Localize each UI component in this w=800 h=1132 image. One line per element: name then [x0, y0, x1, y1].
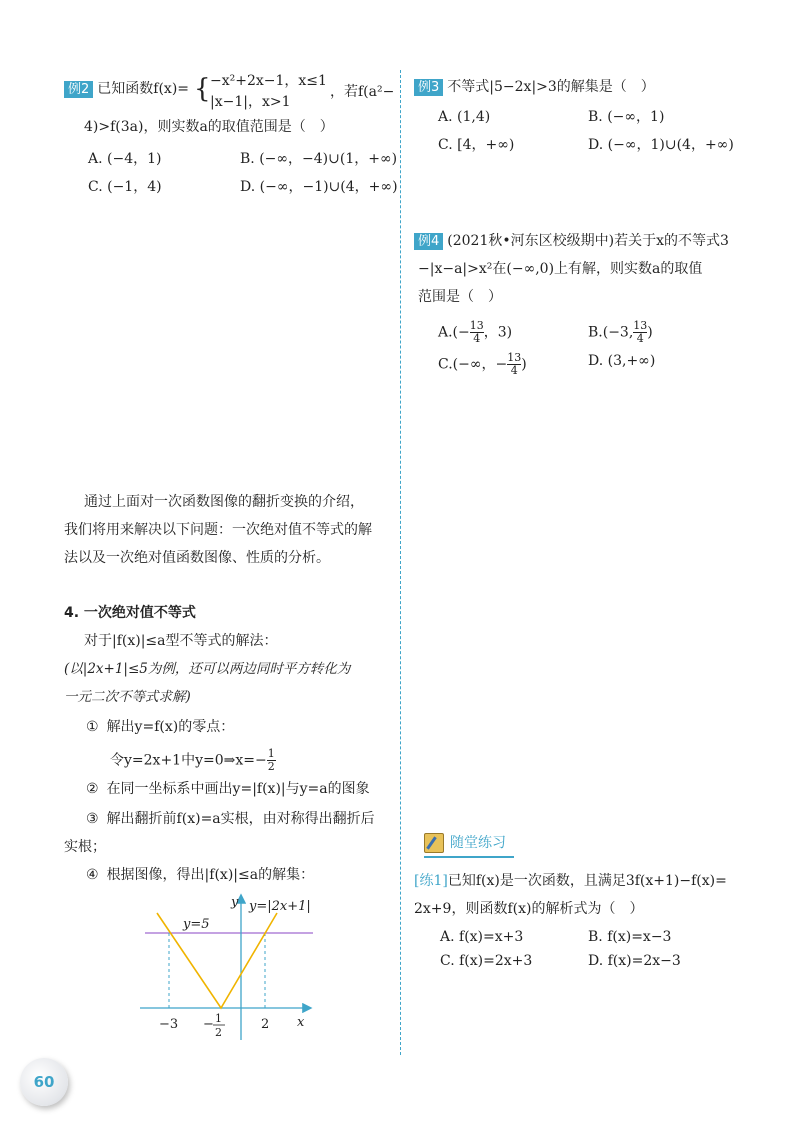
line-label: y=5 [183, 917, 210, 932]
step1-text: 解出y=f(x)的零点： [106, 719, 235, 735]
column-divider [400, 70, 401, 1055]
section4-line1: 对于|f(x)|≤a型不等式的解法： [84, 633, 278, 649]
step1b-frac [267, 748, 276, 773]
ex4-c-post: ) [521, 356, 527, 373]
step1b-num: 1 [267, 747, 275, 760]
ex2-line1 [64, 80, 189, 98]
ex4-c-num: 13 [507, 351, 522, 364]
ex4-b-num: 13 [633, 319, 648, 332]
ex3-line1 [414, 78, 655, 96]
y-axis-label: y [231, 895, 239, 910]
ex4-a-num: 13 [469, 319, 484, 332]
ex4-option-a [438, 320, 512, 345]
section4-note2: 一元二次不等式求解) [64, 689, 191, 705]
step3b: 实根； [64, 839, 106, 855]
practice-tag: [练1] [414, 873, 448, 889]
ex3-option-b: B. (−∞，1) [588, 109, 665, 125]
ex4-line2: −|x−a|>x²在(−∞,0)上有解，则实数a的取值 [418, 261, 703, 277]
ex2-option-b: B. (−∞，−4)∪(1，+∞) [240, 151, 398, 167]
ex2-text-b: ，若f(a²− [330, 84, 395, 100]
v-function [157, 913, 277, 1008]
ex4-a-pre: A.(− [438, 324, 470, 341]
practice-option-c: C. f(x)=2x+3 [440, 953, 533, 969]
ex4-b-den: 4 [636, 332, 644, 345]
ex2-option-d: D. (−∞，−1)∪(4，+∞) [240, 179, 398, 195]
step2-text: 在同一坐标系中画出y=|f(x)|与y=a的图象 [106, 781, 370, 797]
step4-num: ④ [86, 867, 99, 883]
intro-line3: 法以及一次绝对值函数图像、性质的分析。 [64, 550, 330, 566]
ex4-b-post: ) [647, 324, 653, 341]
practice-heading [424, 832, 514, 858]
step4-text: 根据图像，得出|f(x)|≤a的解集： [106, 867, 315, 883]
ex4-c-den: 4 [510, 364, 518, 377]
ex3-tag: 例3 [414, 79, 443, 96]
step2-num: ② [86, 781, 99, 797]
step3-text: 解出翻折前f(x)=a实根，由对称得出翻折后 [106, 811, 375, 827]
tick-right: 2 [261, 1017, 270, 1032]
ex2-brace: { [194, 74, 211, 104]
ex4-option-c [438, 352, 527, 377]
ex4-option-d: D. (3,+∞) [588, 353, 656, 369]
ex4-tag: 例4 [414, 233, 443, 250]
practice-line2: 2x+9，则函数f(x)的解析式为（ ） [414, 901, 644, 917]
tick-mid-num: 1 [215, 1012, 222, 1025]
intro-line2: 我们将用来解决以下问题：一次绝对值不等式的解 [64, 522, 372, 538]
ex2-piece1: −x²+2x−1，x≤1 [210, 73, 327, 89]
ex2-option-a: A. (−4，1) [88, 151, 162, 167]
page-number: 60 [20, 1058, 68, 1106]
tick-mid-den: 2 [215, 1026, 222, 1039]
step3 [86, 810, 375, 828]
step1b [110, 748, 276, 773]
ex3-option-a: A. (1,4) [438, 109, 491, 125]
abs-value-graph [135, 888, 335, 1048]
tick-left: −3 [159, 1017, 179, 1032]
ex3-option-d: D. (−∞，1)∪(4，+∞) [588, 137, 734, 153]
ex4-c-frac [507, 352, 521, 377]
ex4-b-frac [633, 320, 647, 345]
ex2-option-c: C. (−1，4) [88, 179, 162, 195]
step1b-den: 2 [267, 760, 275, 773]
step2 [86, 780, 370, 798]
step1 [86, 718, 234, 736]
notebook-pencil-icon [424, 833, 444, 853]
ex2-piece2: |x−1|，x>1 [210, 94, 291, 110]
section4-heading: 4. 一次绝对值不等式 [64, 605, 196, 621]
step1-num: ① [86, 719, 99, 735]
ex2-tag: 例2 [64, 81, 93, 98]
practice-text1: 已知f(x)是一次函数，且满足3f(x+1)−f(x)= [447, 873, 727, 889]
intro-line1: 通过上面对一次函数图像的翻折变换的介绍， [84, 494, 364, 510]
practice-line1 [414, 872, 727, 890]
step3-num: ③ [86, 811, 99, 827]
step4 [86, 866, 314, 884]
ex4-line1 [414, 232, 729, 250]
ex4-line3: 范围是（ ） [418, 289, 502, 305]
ex4-a-den: 4 [473, 332, 481, 345]
practice-option-b: B. f(x)=x−3 [588, 929, 672, 945]
x-axis-label: x [297, 1015, 305, 1030]
section4-note1: (以|2x+1|≤5为例，还可以两边同时平方转化为 [64, 661, 351, 677]
ex4-a-post: ，3) [483, 324, 513, 341]
practice-heading-text: 随堂练习 [450, 835, 506, 851]
ex2-text-a: 已知函数f(x)= [97, 81, 190, 97]
ex4-option-b [588, 320, 653, 345]
ex3-option-c: C. [4，+∞) [438, 137, 515, 153]
ex4-a-frac [470, 320, 484, 345]
ex4-b-pre: B.(−3, [588, 324, 634, 341]
ex2-line2: 4)>f(3a)，则实数a的取值范围是（ ） [84, 119, 334, 135]
tick-mid-sign: − [203, 1017, 214, 1032]
ex4-c-pre: C.(−∞，− [438, 356, 508, 373]
practice-option-d: D. f(x)=2x−3 [588, 953, 681, 969]
practice-option-a: A. f(x)=x+3 [440, 929, 524, 945]
ex3-text: 不等式|5−2x|>3的解集是（ ） [447, 79, 655, 95]
ex4-text1: (2021秋•河东区校级期中)若关于x的不等式3 [447, 233, 729, 249]
func-label: y=|2x+1| [249, 899, 311, 914]
step1b-pre: 令y=2x+1中y=0⇒x=− [110, 752, 267, 769]
